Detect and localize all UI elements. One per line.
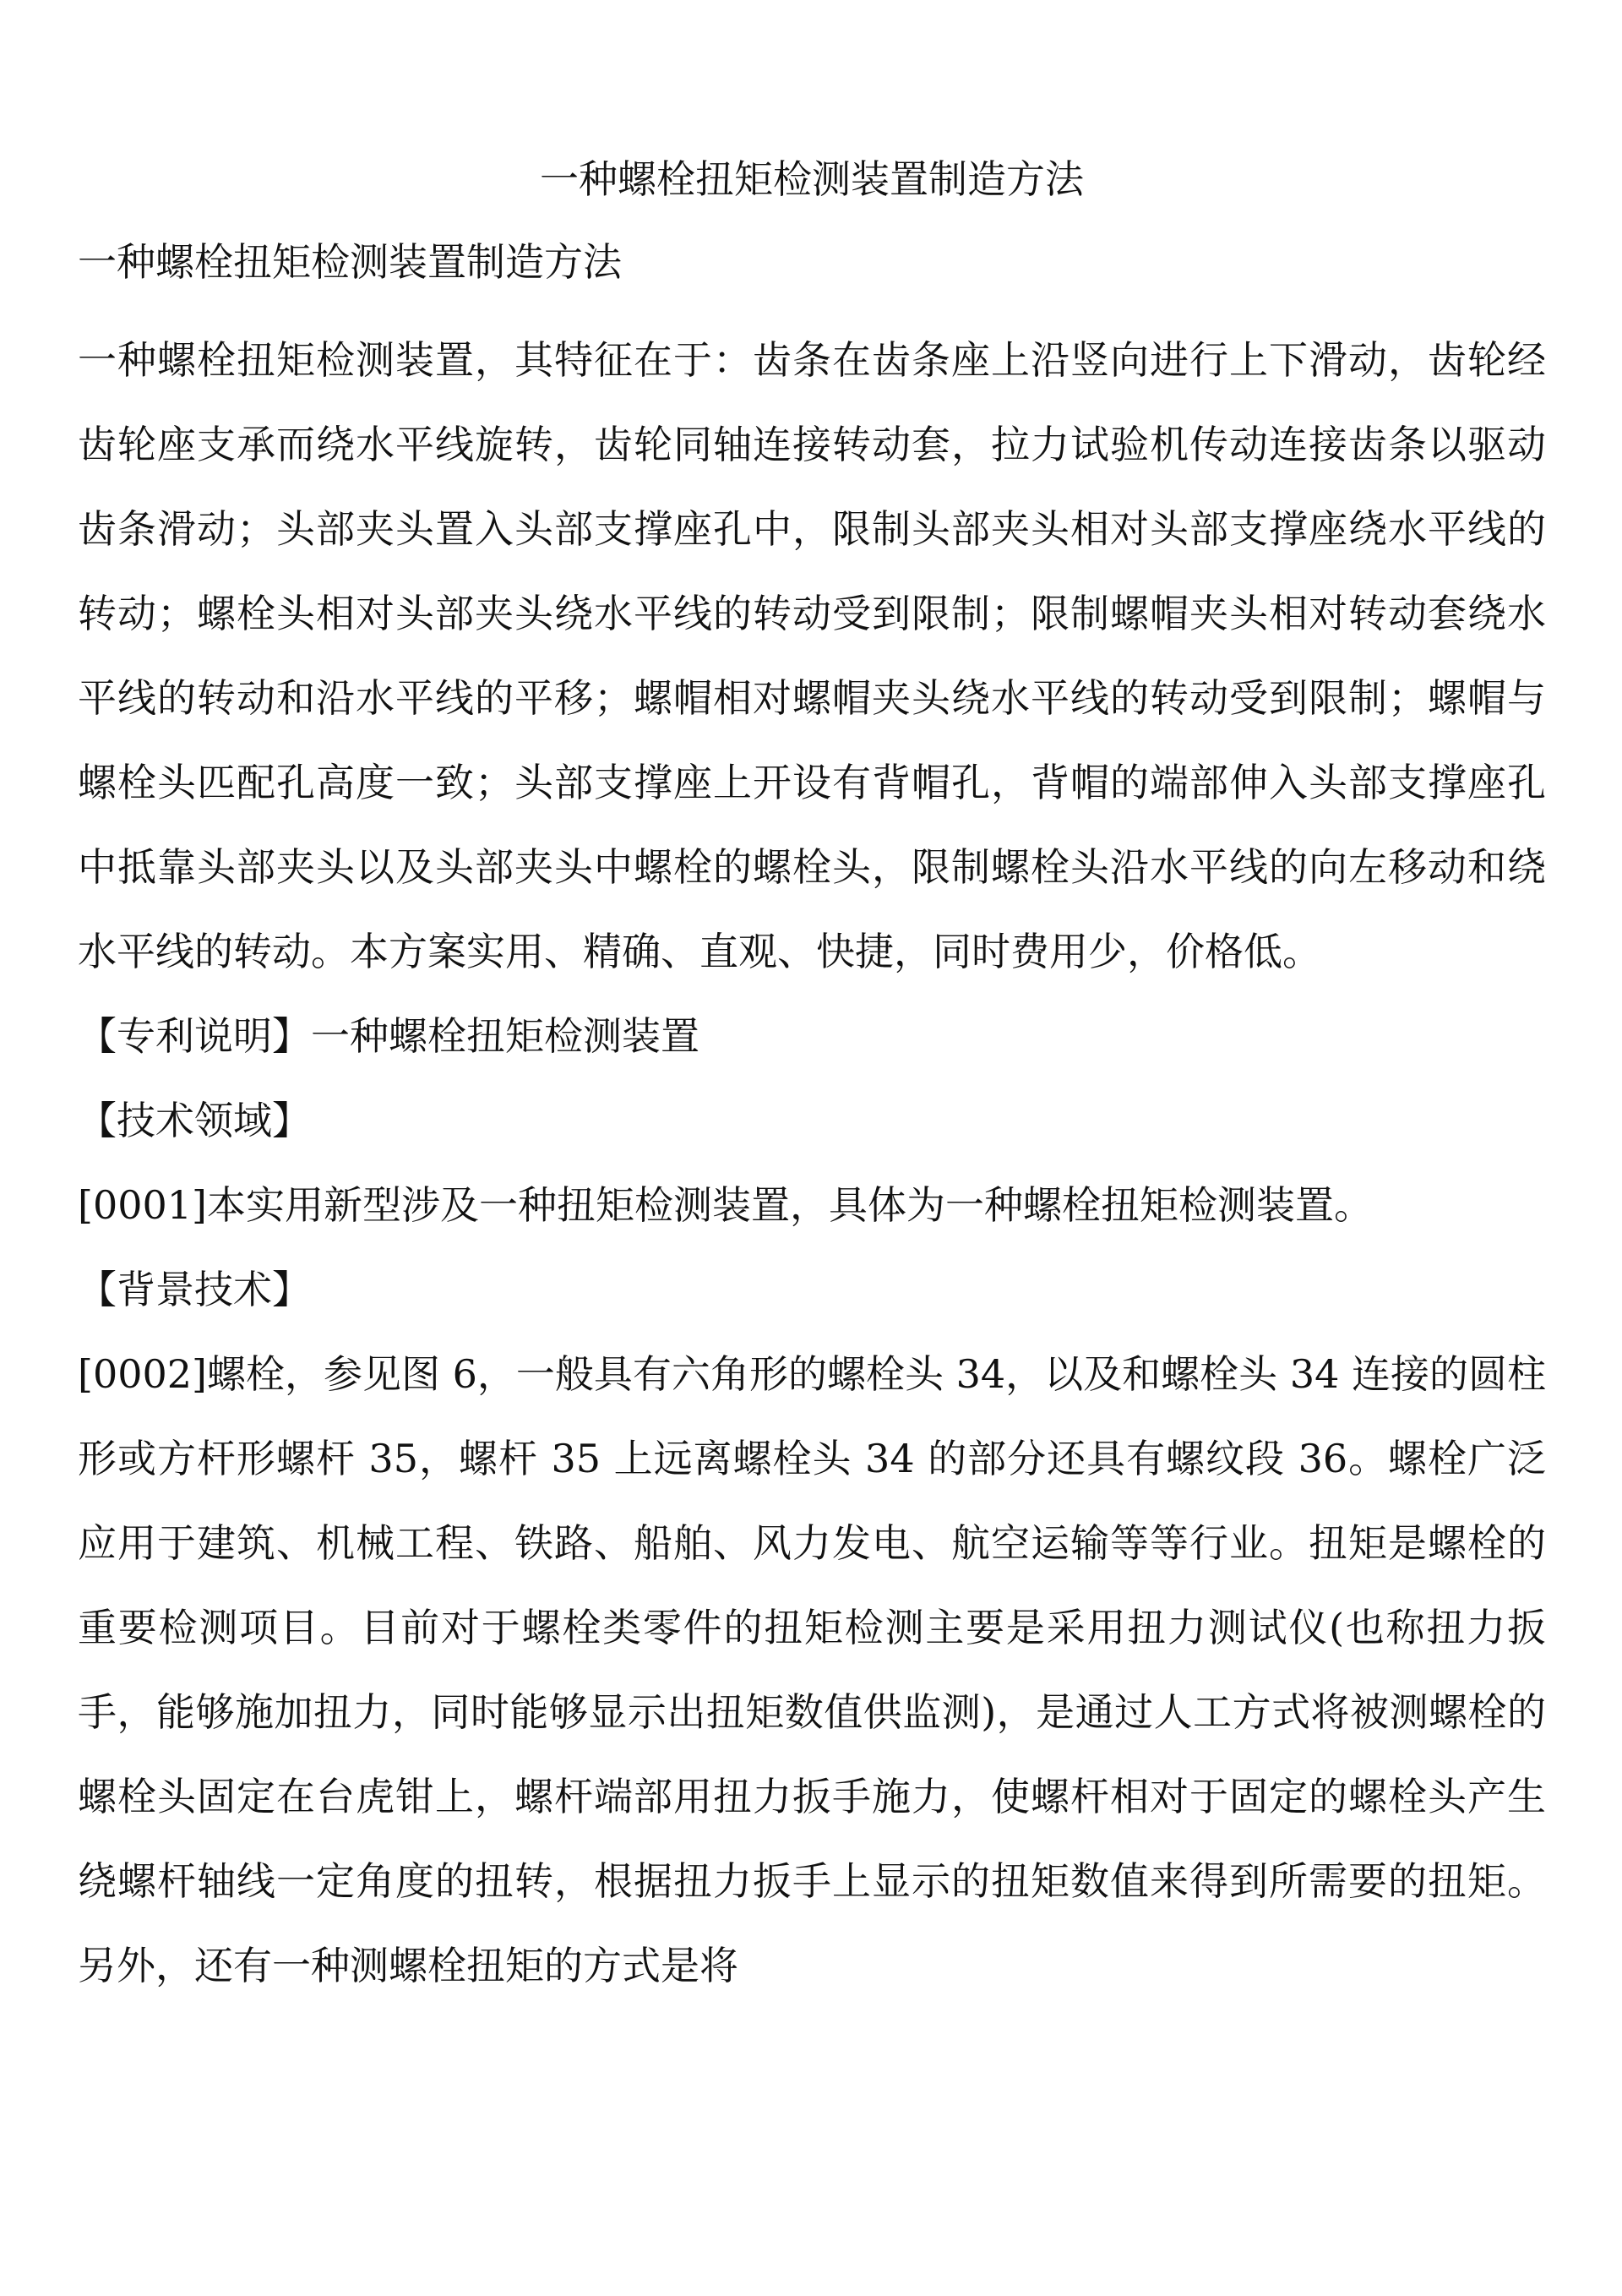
patent-heading: 【专利说明】一种螺栓扭矩检测装置: [78, 1013, 699, 1059]
tech-field-heading: 【技术领域】: [78, 1098, 311, 1143]
paragraph-0001: [0001]本实用新型涉及一种扭矩检测装置，具体为一种螺栓扭矩检测装置。: [78, 1182, 1373, 1228]
background-heading: 【背景技术】: [78, 1267, 311, 1312]
document-title: 一种螺栓扭矩检测装置制造方法: [540, 156, 1084, 202]
abstract-paragraph: 一种螺栓扭矩检测装置，其特征在于：齿条在齿条座上沿竖向进行上下滑动，齿轮经齿轮座支承而绕水平线旋转，齿轮同轴连接转动套，拉力试验机传动连接齿条以驱动齿条滑动；头部夹头置入头部支撑座孔中，限制头部夹头相对头部支撑座绕水平线的转动；螺栓头相对头部夹头绕水平线的转动受到限制；限制螺帽夹头相对转动套绕水平线的转动和沿水平线的平移；螺帽相对螺帽夹头绕水平线的转动受到限制；螺帽与螺栓头匹配孔高度一致；头部支撑座上开设有背帽孔，背帽的端部伸入头部支撑座孔中抵靠头部夹头以及头部夹头中螺栓的螺栓头，限制螺栓头沿水平线的向左移动和绕水平线的转动。本方案实用、精确、直观、快捷，同时费用少，价格低。: [78, 337, 1546, 974]
document-subtitle: 一种螺栓扭矩检测装置制造方法: [78, 239, 622, 285]
paragraph-0002: [0002]螺栓，参见图 6，一般具有六角形的螺栓头 34，以及和螺栓头 34 连接的圆柱形或方杆形螺杆 35，螺杆 35 上远离螺栓头 34 的部分还具有螺纹段 36。螺栓广泛应用于建筑、机械工程、铁路、船舶、风力发电、航空运输等等行业。扭矩是螺栓的重要检测项目。目前对于螺栓类零件的扭矩检测主要是采用扭力测试仪(也称扭力扳手，能够施加扭力，同时能够显示出扭矩数值供监测)，是通过人工方式将被测螺栓的螺栓头固定在台虎钳上，螺杆端部用扭力扳手施力，使螺杆相对于固定的螺栓头产生绕螺杆轴线一定角度的扭转，根据扭力扳手上显示的扭矩数值来得到所需要的扭矩。另外，还有一种测螺栓扭矩的方式是将: [78, 1351, 1546, 1988]
